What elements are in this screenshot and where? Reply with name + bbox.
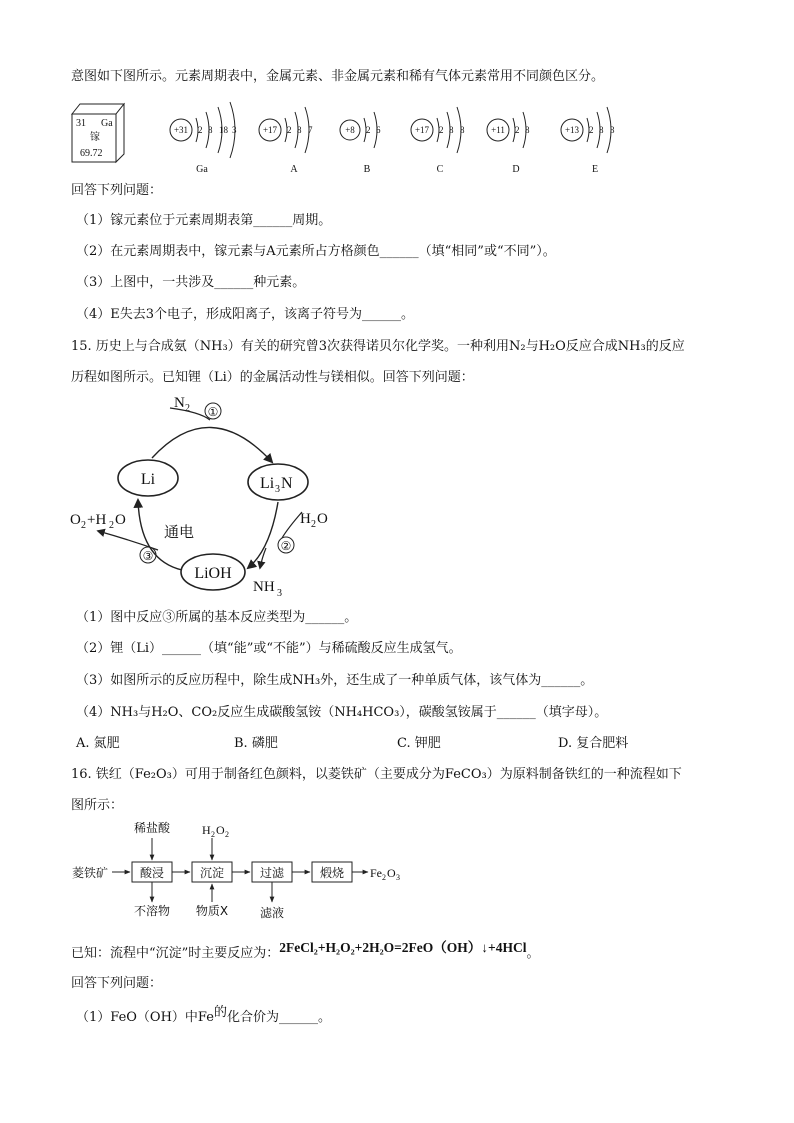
cell-name: 镓 xyxy=(90,132,100,143)
cell-mass: 69.72 xyxy=(80,148,103,159)
svg-text:3: 3 xyxy=(610,125,615,135)
q16-question-1 xyxy=(76,1005,331,1027)
atom-b xyxy=(340,112,381,175)
label-electrolysis: 通电 xyxy=(164,523,195,541)
q15-question-4: （4）NH₃与H₂O、CO₂反应生成碳酸氢铵（NH₄HCO₃），碳酸氢铵属于______（填字母）。 xyxy=(76,705,608,720)
label-o2-h2o xyxy=(70,512,126,531)
node-lioh xyxy=(181,554,245,590)
q15-question-3: （3）如图所示的反应历程中，除生成NH₃外，还生成了一种单质气体，该气体为______。 xyxy=(76,673,594,688)
periodic-cell xyxy=(72,104,124,162)
svg-text:3: 3 xyxy=(232,125,237,135)
svg-text:A: A xyxy=(290,164,298,175)
q15-option-c: C. 钾肥 xyxy=(397,736,441,751)
label-n2 xyxy=(174,395,190,414)
q16-q1-part-b: 的 xyxy=(213,1005,227,1020)
svg-text:2: 2 xyxy=(225,830,229,839)
svg-text:8: 8 xyxy=(297,125,302,135)
atom-d xyxy=(487,112,530,175)
svg-text:8: 8 xyxy=(449,125,454,135)
svg-text:3: 3 xyxy=(275,484,280,495)
q16-stem-line-2: 图所示： xyxy=(71,798,124,813)
q16-known-suffix: 。 xyxy=(526,946,540,961)
svg-text:O: O xyxy=(70,512,81,528)
svg-text:2: 2 xyxy=(439,125,444,135)
step-2-marker: ② xyxy=(280,539,292,553)
svg-text:8: 8 xyxy=(208,125,213,135)
step-1-marker: ① xyxy=(207,405,219,419)
svg-text:2: 2 xyxy=(211,830,215,839)
flow-end-fe2o3 xyxy=(370,866,400,882)
q14-question-2: （2）在元素周期表中，镓元素与A元素所占方格颜色______（填“相同”或“不同”）。 xyxy=(76,244,556,259)
svg-text:O: O xyxy=(387,866,396,880)
q15-option-b: B. 磷肥 xyxy=(234,736,278,751)
svg-text:H: H xyxy=(300,511,311,527)
svg-text:过滤: 过滤 xyxy=(259,866,285,880)
svg-text:2: 2 xyxy=(287,125,292,135)
q16-process-flow-diagram xyxy=(70,820,420,920)
svg-text:+17: +17 xyxy=(262,125,278,135)
q14-question-3: （3）上图中，一共涉及______种元素。 xyxy=(76,275,306,290)
cell-symbol: Ga xyxy=(101,118,113,129)
atom-c xyxy=(411,107,465,175)
svg-text:6: 6 xyxy=(376,125,381,135)
svg-text:N: N xyxy=(281,475,293,492)
node-li xyxy=(118,460,178,496)
label-h2o xyxy=(300,511,328,530)
svg-text:NH: NH xyxy=(253,579,275,595)
svg-text:2: 2 xyxy=(311,519,316,530)
svg-text:煅烧: 煅烧 xyxy=(319,866,345,880)
atom-a xyxy=(259,107,313,175)
nh3-out-arrow xyxy=(260,548,266,568)
svg-text:7: 7 xyxy=(308,125,313,135)
atom-nucleus: +31 xyxy=(173,125,189,135)
input-substance-x: 物质X xyxy=(195,904,229,918)
svg-text:C: C xyxy=(436,164,444,175)
svg-text:3: 3 xyxy=(277,588,282,599)
svg-text:O: O xyxy=(216,823,225,837)
svg-text:2: 2 xyxy=(382,873,386,882)
flow-start: 菱铁矿 xyxy=(72,866,109,880)
q14-question-1: （1）镓元素位于元素周期表第______周期。 xyxy=(76,213,332,228)
q16-stem-line-1: 16. 铁红（Fe₂O₃）可用于制备红色颜料，以菱铁矿（主要成分为FeCO₃）为原料制备铁红的一种流程如下 xyxy=(71,767,682,782)
q15-stem-line-2: 历程如图所示。已知锂（Li）的金属活动性与镁相似。回答下列问题： xyxy=(71,370,474,385)
svg-text:2: 2 xyxy=(198,125,203,135)
svg-text:LiOH: LiOH xyxy=(194,565,232,582)
step-3-marker: ③ xyxy=(142,549,154,563)
atom-ga xyxy=(170,102,237,175)
output-filtrate: 滤液 xyxy=(259,906,285,920)
q14-intro: 意图如下图所示。元素周期表中，金属元素、非金属元素和稀有气体元素常用不同颜色区分。 xyxy=(71,69,605,84)
q15-stem-line-1: 15. 历史上与合成氨（NH₃）有关的研究曾3次获得诺贝尔化学奖。一种利用N₂与H₂O反应合成NH₃的反应 xyxy=(71,339,685,354)
svg-text:8: 8 xyxy=(460,125,465,135)
q16-known xyxy=(71,940,540,963)
label-nh3 xyxy=(253,579,282,599)
svg-text:2: 2 xyxy=(366,125,371,135)
input-dilute-hcl: 稀盐酸 xyxy=(133,821,171,835)
atom-e xyxy=(561,107,615,175)
svg-text:2: 2 xyxy=(185,403,190,414)
h2o-feed-line xyxy=(282,512,302,538)
svg-text:Fe: Fe xyxy=(370,866,382,880)
atom-label: Ga xyxy=(196,164,208,175)
svg-text:+17: +17 xyxy=(414,125,430,135)
svg-text:Li: Li xyxy=(140,471,156,488)
svg-text:H: H xyxy=(202,823,211,837)
q16-q1-part-c: 化合价为______。 xyxy=(226,1010,331,1025)
svg-text:+H: +H xyxy=(87,512,107,528)
svg-text:沉淀: 沉淀 xyxy=(199,866,225,880)
input-h2o2 xyxy=(202,823,229,839)
arrow-step-1 xyxy=(152,427,272,462)
svg-text:N: N xyxy=(174,395,185,411)
q14-question-4: （4）E失去3个电子，形成阳离子，该离子符号为______。 xyxy=(76,307,415,322)
svg-text:O: O xyxy=(317,511,328,527)
q15-option-d: D. 复合肥料 xyxy=(558,736,629,751)
svg-text:2: 2 xyxy=(109,520,114,531)
q15-question-2: （2）锂（Li）______（填“能”或“不能”）与稀硫酸反应生成氢气。 xyxy=(76,641,462,656)
q16-prompt: 回答下列问题： xyxy=(71,976,163,991)
svg-text:8: 8 xyxy=(525,125,530,135)
q14-prompt: 回答下列问题： xyxy=(71,183,163,198)
svg-text:Li: Li xyxy=(260,475,275,492)
q15-reaction-cycle-diagram xyxy=(60,390,360,605)
cell-number: 31 xyxy=(76,118,86,129)
svg-text:O: O xyxy=(115,512,126,528)
svg-text:+13: +13 xyxy=(564,125,580,135)
node-li3n xyxy=(248,464,308,500)
q15-option-a: A. 氮肥 xyxy=(76,736,120,751)
svg-text:E: E xyxy=(591,164,599,175)
q16-q1-part-a: （1）FeO（OH）中Fe xyxy=(76,1010,214,1025)
q15-question-1: （1）图中反应③所属的基本反应类型为______。 xyxy=(76,610,358,625)
q16-equation: 2FeCl₂+H₂O₂+2H₂O=2FeO（OH）↓+4HCl xyxy=(279,940,527,955)
svg-text:2: 2 xyxy=(81,520,86,531)
svg-text:B: B xyxy=(363,164,371,175)
svg-text:8: 8 xyxy=(599,125,604,135)
svg-text:2: 2 xyxy=(515,125,520,135)
q16-known-prefix: 已知：流程中“沉淀”时主要反应为： xyxy=(71,946,280,961)
svg-text:3: 3 xyxy=(396,873,400,882)
svg-text:酸浸: 酸浸 xyxy=(139,866,165,880)
svg-text:D: D xyxy=(512,164,520,175)
svg-text:+8: +8 xyxy=(345,125,355,135)
q14-atom-diagram xyxy=(68,100,648,180)
output-insoluble: 不溶物 xyxy=(133,904,171,918)
svg-text:18: 18 xyxy=(219,125,228,135)
svg-text:2: 2 xyxy=(589,125,594,135)
svg-text:+11: +11 xyxy=(491,125,505,135)
